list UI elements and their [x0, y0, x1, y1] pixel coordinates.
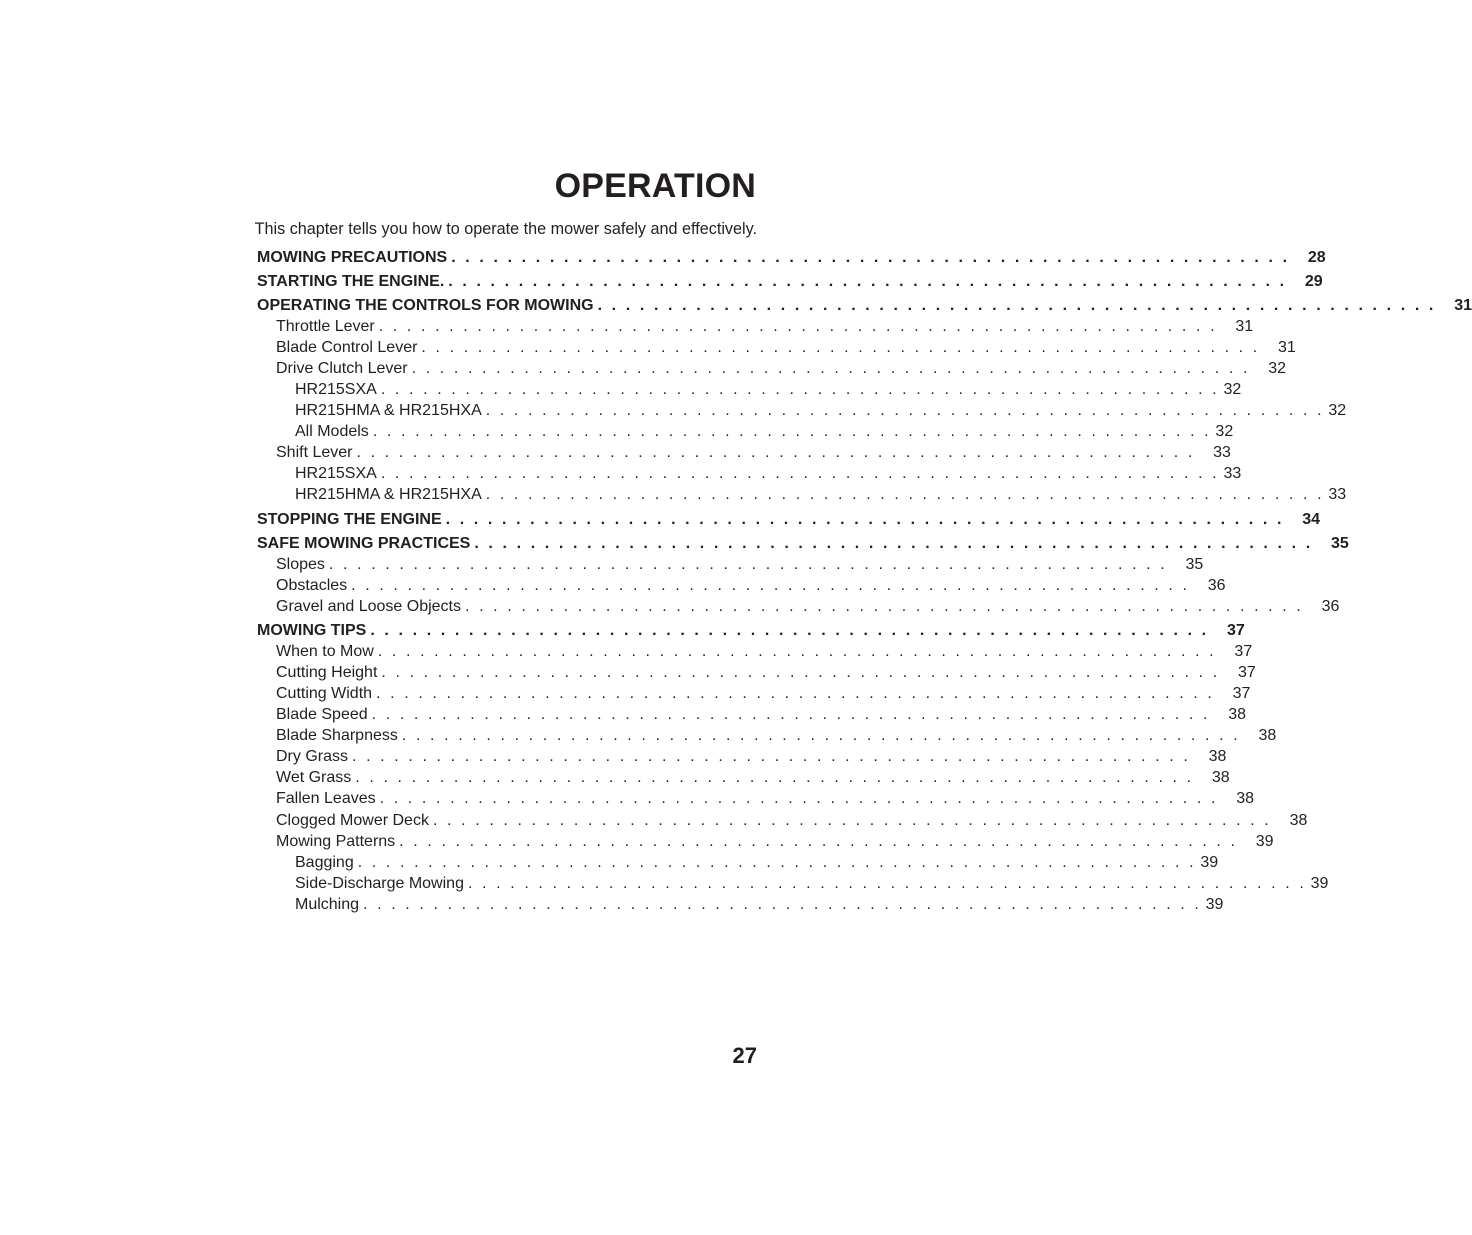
toc-entry[interactable]	[276, 597, 1340, 617]
toc-entry[interactable]	[257, 248, 1326, 268]
toc-leader-dots: . . . . . . . . . . . . . . . . . . . . . . . . . . . . . . . . . . . . . . . . . . . . . . . . . . . . . . . . . . . .	[451, 249, 1290, 266]
toc-leader-dots: . . . . . . . . . . . . . . . . . . . . . . . . . . . . . . . . . . . . . . . . . . . . . . . . . . . . . . . . . . . .	[356, 444, 1195, 461]
toc-entry-label: When to Mow	[276, 643, 374, 660]
toc-entry-label: SAFE MOWING PRACTICES	[257, 535, 471, 552]
toc-entry[interactable]	[276, 789, 1255, 809]
toc-entry-label: Blade Sharpness	[276, 727, 398, 744]
toc-entry-page: 38	[1258, 727, 1277, 744]
toc-entry-label: Cutting Height	[276, 664, 378, 681]
toc-entry-page: 32	[1215, 423, 1234, 440]
toc-entry-label: Throttle Lever	[276, 318, 375, 335]
toc-entry-page: 39	[1310, 875, 1329, 892]
toc-leader-dots: . . . . . . . . . . . . . . . . . . . . . . . . . . . . . . . . . . . . . . . . . . . . . . . . . . . . . . . . . . . .	[401, 727, 1241, 744]
toc-entry[interactable]	[257, 510, 1321, 530]
toc-entry[interactable]	[295, 380, 1242, 400]
toc-entry-page: 32	[1223, 381, 1242, 398]
toc-entry[interactable]	[276, 576, 1226, 596]
page-number: 27	[732, 1043, 757, 1068]
toc-entry[interactable]	[276, 555, 1204, 575]
toc-entry-page: 31	[1454, 297, 1472, 314]
toc-entry[interactable]	[295, 853, 1219, 873]
toc-entry-page: 39	[1200, 854, 1219, 871]
toc-leader-dots: . . . . . . . . . . . . . . . . . . . . . . . . . . . . . . . . . . . . . . . . . . . . . . . . . . . . . . . . . . . .	[351, 577, 1190, 594]
toc-entry-label: Drive Clutch Lever	[276, 360, 408, 377]
toc-entry-page: 31	[1235, 318, 1254, 335]
toc-entry-page: 38	[1208, 748, 1227, 765]
toc-leader-dots: . . . . . . . . . . . . . . . . . . . . . . . . . . . . . . . . . . . . . . . . . . . . . . . . . . . . . . . . . . . .	[465, 598, 1304, 615]
toc-entry-page: 38	[1236, 790, 1255, 807]
toc-entry[interactable]	[276, 768, 1230, 788]
toc-entry-label: All Models	[295, 423, 369, 440]
toc-entry[interactable]	[276, 359, 1287, 379]
toc-entry[interactable]	[295, 401, 1347, 421]
toc-leader-dots: . . . . . . . . . . . . . . . . . . . . . . . . . . . . . . . . . . . . . . . . . . . . . . . . . . . . . . . . . . . .	[352, 748, 1191, 765]
toc-entry-page: 32	[1268, 360, 1287, 377]
toc-entry-label: Gravel and Loose Objects	[276, 598, 461, 615]
toc-entry[interactable]	[276, 317, 1254, 337]
toc-entry-page: 29	[1304, 273, 1323, 290]
toc-entry-label: Cutting Width	[276, 685, 373, 702]
toc-leader-dots: . . . . . . . . . . . . . . . . . . . . . . . . . . . . . . . . . . . . . . . . . . . . . . . . . . . . . . . . . . . .	[370, 622, 1209, 639]
toc-entry[interactable]	[257, 621, 1245, 641]
toc-entry-label: MOWING PRECAUTIONS	[257, 249, 448, 266]
toc-leader-dots: . . . . . . . . . . . . . . . . . . . . . . . . . . . . . . . . . . . . . . . . . . . . . . . . . . . . . . . . . . . .	[372, 423, 1212, 440]
toc-entry-label: STOPPING THE ENGINE	[257, 511, 442, 528]
toc-entry-page: 33	[1213, 444, 1231, 461]
toc-entry-label: Mulching	[295, 896, 360, 913]
toc-entry[interactable]	[295, 422, 1234, 442]
toc-entry-label: HR215HMA & HR215HXA	[295, 486, 482, 503]
toc-entry[interactable]	[295, 464, 1242, 484]
toc-leader-dots: . . . . . . . . . . . . . . . . . . . . . . . . . . . . . . . . . . . . . . . . . . . . . . . . . . . . . . . . . . . .	[328, 556, 1168, 573]
chapter-title: OPERATION	[554, 167, 756, 205]
toc-entry-page: 39	[1255, 833, 1274, 850]
toc-leader-dots: . . . . . . . . . . . . . . . . . . . . . . . . . . . . . . . . . . . . . . . . . . . . . . . . . . . . . . . . . . . .	[371, 706, 1211, 723]
toc-entry[interactable]	[295, 874, 1329, 894]
toc-leader-dots: . . . . . . . . . . . . . . . . . . . . . . . . . . . . . . . . . . . . . . . . . . . . . . . . . . . . . . . . . . . .	[377, 643, 1217, 660]
toc-entry-page: 33	[1328, 486, 1347, 503]
toc-entry-label: OPERATING THE CONTROLS FOR MOWING	[257, 297, 594, 314]
toc-entry-label: Obstacles	[276, 577, 348, 594]
toc-entry-label: Mowing Patterns	[276, 833, 396, 850]
toc-entry-label: Shift Lever	[276, 444, 353, 461]
toc-entry-page: 34	[1302, 511, 1321, 528]
toc-entry-page: 38	[1211, 769, 1230, 786]
toc-leader-dots: . . . . . . . . . . . . . . . . . . . . . . . . . . . . . . . . . . . . . . . . . . . . . . . . . . . . . . . . . . . .	[432, 812, 1272, 829]
toc-entry-page: 36	[1207, 577, 1226, 594]
toc-entry[interactable]	[257, 272, 1323, 292]
toc-entry-page: 38	[1289, 812, 1308, 829]
toc-entry[interactable]	[276, 811, 1308, 831]
toc-entry-page: 37	[1226, 622, 1245, 639]
toc-entry[interactable]	[276, 642, 1253, 662]
toc-entry[interactable]	[295, 895, 1224, 915]
toc-leader-dots: . . . . . . . . . . . . . . . . . . . . . . . . . . . . . . . . . . . . . . . . . . . . . . . . . . . . . . . . . . . .	[485, 486, 1325, 503]
toc-entry[interactable]	[276, 726, 1277, 746]
toc-leader-dots: . . . . . . . . . . . . . . . . . . . . . . . . . . . . . . . . . . . . . . . . . . . . . . . . . . . . . . . . . . . .	[445, 511, 1285, 528]
toc-entry-page: 31	[1278, 339, 1296, 356]
toc-entry-page: 35	[1185, 556, 1204, 573]
toc-entry-page: 37	[1238, 664, 1256, 681]
toc-leader-dots: . . . . . . . . . . . . . . . . . . . . . . . . . . . . . . . . . . . . . . . . . . . . . . . . . . . . . . . . . . . .	[378, 318, 1218, 335]
toc-entry[interactable]	[295, 485, 1347, 505]
toc-entry[interactable]	[276, 663, 1256, 683]
toc-entry-label: Dry Grass	[276, 748, 348, 765]
toc-entry-label: Slopes	[276, 556, 325, 573]
toc-entry-label: MOWING TIPS	[257, 622, 367, 639]
toc-entry-page: 38	[1228, 706, 1247, 723]
toc-leader-dots: . . . . . . . . . . . . . . . . . . . . . . . . . . . . . . . . . . . . . . . . . . . . . . . . . . . . . . . . . . . .	[474, 535, 1313, 552]
toc-entry[interactable]	[276, 684, 1251, 704]
toc-entry-label: HR215SXA	[295, 381, 377, 398]
toc-entry-page: 32	[1328, 402, 1347, 419]
toc-leader-dots: . . . . . . . . . . . . . . . . . . . . . . . . . . . . . . . . . . . . . . . . . . . . . . . . . . . . . . . . . . . .	[399, 833, 1238, 850]
toc-entry[interactable]	[276, 747, 1227, 767]
toc-entry-label: Fallen Leaves	[276, 790, 376, 807]
toc-entry-page: 36	[1321, 598, 1340, 615]
toc-entry[interactable]	[276, 832, 1274, 852]
toc-leader-dots: . . . . . . . . . . . . . . . . . . . . . . . . . . . . . . . . . . . . . . . . . . . . . . . . . . . . . . . . . . . .	[380, 465, 1220, 482]
toc-leader-dots: . . . . . . . . . . . . . . . . . . . . . . . . . . . . . . . . . . . . . . . . . . . . . . . . . . . . . . . . . . . .	[355, 769, 1194, 786]
toc-entry-page: 28	[1307, 249, 1326, 266]
toc-leader-dots: . . . . . . . . . . . . . . . . . . . . . . . . . . . . . . . . . . . . . . . . . . . . . . . . . . . . . . . . . . . .	[485, 402, 1325, 419]
toc-entry-label: STARTING THE ENGINE.	[257, 273, 445, 290]
toc-entry-page: 39	[1205, 896, 1224, 913]
toc-entry[interactable]	[257, 296, 1472, 316]
toc-leader-dots: . . . . . . . . . . . . . . . . . . . . . . . . . . . . . . . . . . . . . . . . . . . . . . . . . . . . . . . . . . . .	[376, 685, 1215, 702]
toc-entry[interactable]	[276, 443, 1231, 463]
toc-entry-label: Blade Control Lever	[276, 339, 418, 356]
toc-leader-dots: . . . . . . . . . . . . . . . . . . . . . . . . . . . . . . . . . . . . . . . . . . . . . . . . . . . . . . . . . . . .	[421, 339, 1260, 356]
toc-entry[interactable]	[257, 534, 1349, 554]
toc-leader-dots: . . . . . . . . . . . . . . . . . . . . . . . . . . . . . . . . . . . . . . . . . . . . . . . . . . . . . . . . . . . .	[448, 273, 1287, 290]
toc-leader-dots: . . . . . . . . . . . . . . . . . . . . . . . . . . . . . . . . . . . . . . . . . . . . . . . . . . . . . . . . . . . .	[411, 360, 1251, 377]
chapter-intro: This chapter tells you how to operate the mower safely and effectively.	[254, 220, 757, 238]
toc-leader-dots: . . . . . . . . . . . . . . . . . . . . . . . . . . . . . . . . . . . . . . . . . . . . . . . . . . . . . . . . . . . .	[380, 381, 1220, 398]
toc-leader-dots: . . . . . . . . . . . . . . . . . . . . . . . . . . . . . . . . . . . . . . . . . . . . . . . . . . . . . . . . . . . .	[467, 875, 1307, 892]
toc-entry-label: HR215HMA & HR215HXA	[295, 402, 482, 419]
toc-entry-page: 33	[1223, 465, 1242, 482]
toc-entry-page: 37	[1232, 685, 1251, 702]
toc-entry-label: Blade Speed	[276, 706, 368, 723]
toc-leader-dots: . . . . . . . . . . . . . . . . . . . . . . . . . . . . . . . . . . . . . . . . . . . . . . . . . . . . . . . . . . . .	[379, 790, 1219, 807]
toc-entry-label: Bagging	[295, 854, 354, 871]
toc-entry-label: Side-Discharge Mowing	[295, 875, 464, 892]
toc-entry[interactable]	[276, 705, 1247, 725]
toc-entry-label: HR215SXA	[295, 465, 377, 482]
toc-leader-dots: . . . . . . . . . . . . . . . . . . . . . . . . . . . . . . . . . . . . . . . . . . . . . . . . . . . . . . . . . . . .	[357, 854, 1197, 871]
toc-leader-dots: . . . . . . . . . . . . . . . . . . . . . . . . . . . . . . . . . . . . . . . . . . . . . . . . . . . . . . . . . . . .	[597, 297, 1436, 314]
toc-entry-page: 35	[1330, 535, 1349, 552]
toc-leader-dots: . . . . . . . . . . . . . . . . . . . . . . . . . . . . . . . . . . . . . . . . . . . . . . . . . . . . . . . . . . . .	[381, 664, 1220, 681]
toc-leader-dots: . . . . . . . . . . . . . . . . . . . . . . . . . . . . . . . . . . . . . . . . . . . . . . . . . . . . . . . . . . . .	[363, 896, 1202, 913]
toc-entry-label: Clogged Mower Deck	[276, 812, 429, 829]
toc-entry-label: Wet Grass	[276, 769, 352, 786]
toc-entry[interactable]	[276, 338, 1296, 358]
toc-entry-page: 37	[1234, 643, 1253, 660]
